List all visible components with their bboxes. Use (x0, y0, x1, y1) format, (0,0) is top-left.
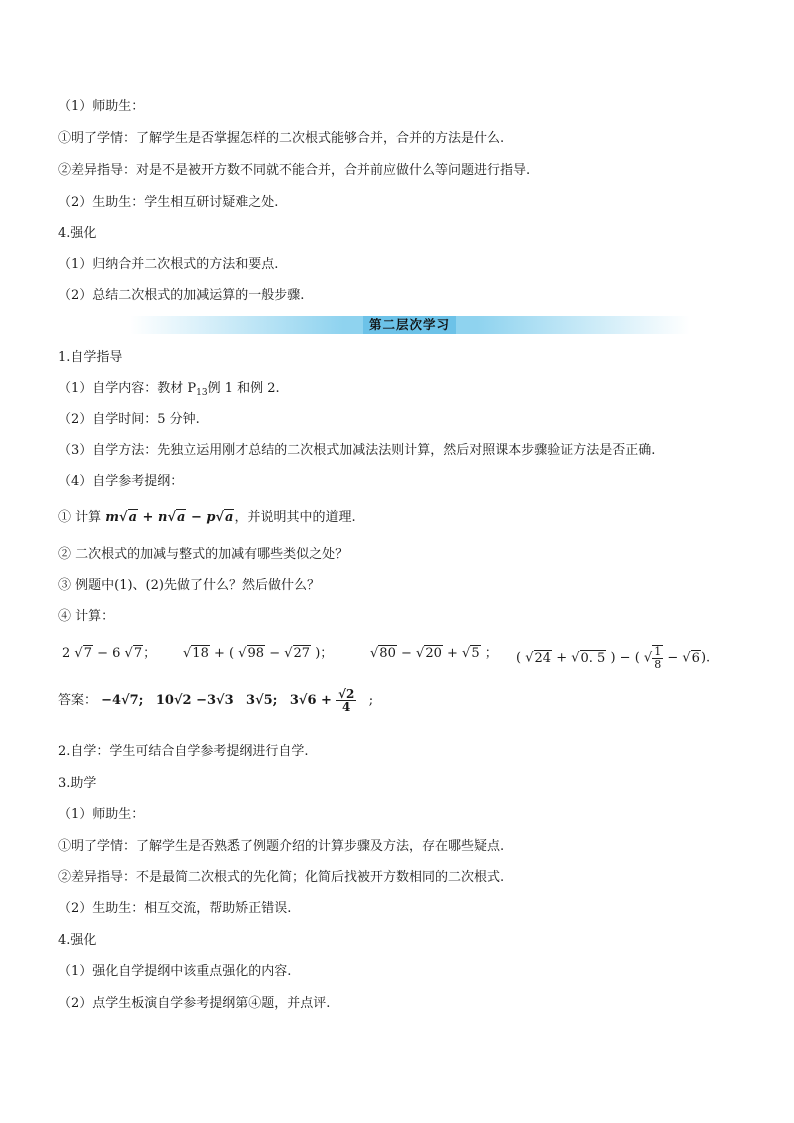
exercise-4: ( √24 + √0. 5 ) − ( √ $\frac{1}{8}$ − √6). (516, 645, 711, 671)
text-fragment: ① 计算 (58, 510, 102, 525)
text-line: ②差异指导：对是不是被开方数不同就不能合并，合并前应做什么等问题进行指导. (58, 163, 531, 178)
text-line: ①明了学情：了解学生是否掌握怎样的二次根式能够合并，合并的方法是什么. (58, 131, 505, 146)
text-fragment: 例 1 和例 2. (207, 381, 280, 396)
answer-4: 3√6 + (289, 693, 332, 708)
exercise-3: √80 − √20 + √5 ； (370, 646, 498, 661)
text-fragment: ，并说明其中的道理. (234, 510, 356, 525)
exercise-1: 2 √7 − 6 √7； (62, 646, 157, 661)
section-banner (130, 316, 690, 334)
text-line: ③ 例题中(1)、(2)先做了什么？然后做什么？ (58, 578, 320, 593)
exercise-2: √18 + ( √98 − √27 )； (183, 646, 334, 661)
text-line: ②差异指导：不是最简二次根式的先化简；化简后找被开方数相同的二次根式. (58, 870, 505, 885)
answer-3: 3√5; (246, 693, 278, 708)
answer-fraction: $\frac{√2}{4}$ (338, 687, 355, 714)
section-heading: 4.强化 (58, 226, 97, 241)
text-line: （2）生助生：学生相互研讨疑难之处. (58, 195, 279, 210)
answer-label: 答案： (58, 693, 98, 708)
text-line: （1）师助生： (58, 807, 145, 822)
formula: m√a + n√a − p√a (105, 510, 234, 525)
text-line: （1）师助生： (58, 99, 145, 114)
fraction: $\frac{1}{8}$ (654, 645, 662, 671)
text-line: （2）自学时间：5 分钟. (58, 412, 200, 427)
section-heading: 4.强化 (58, 933, 97, 948)
text-line: （3）自学方法：先独立运用刚才总结的二次根式加减法法则计算，然后对照课本步骤验证方法是否正确. (58, 443, 656, 458)
text-line: ② 二次根式的加减与整式的加减有哪些类似之处？ (58, 547, 349, 562)
text-line: （4）自学参考提纲： (58, 474, 184, 489)
answer-2: 10√2 −3√3 (155, 693, 234, 708)
text-line: （2）生助生：相互交流，帮助矫正错误. (58, 901, 292, 916)
section-banner-label: 第二层次学习 (363, 316, 456, 334)
text-line: 2.自学：学生可结合自学参考提纲进行自学. (58, 744, 309, 759)
text-line: （1）强化自学提纲中该重点强化的内容. (58, 964, 292, 979)
text-line (58, 380, 280, 402)
section-heading: 3.助学 (58, 776, 97, 791)
text-line: ①明了学情：了解学生是否熟悉了例题介绍的计算步骤及方法，存在哪些疑点. (58, 839, 505, 854)
text-fragment: （1）自学内容：教材 P (58, 381, 197, 396)
text-line (58, 509, 356, 527)
section-heading: 1.自学指导 (58, 350, 123, 365)
text-line: ④ 计算： (58, 609, 115, 624)
answer-1: −4√7; (101, 693, 144, 708)
text-line: （1）归纳合并二次根式的方法和要点. (58, 257, 279, 272)
text-line: （2）总结二次根式的加减运算的一般步骤. (58, 288, 305, 303)
answer-line: 答案： −4√7; 10√2 −3√3 3√5; 3√6 + $\frac{√2}{4}$ ; (58, 687, 374, 714)
text-line: （2）点学生板演自学参考提纲第④题，并点评. (58, 996, 331, 1011)
subscript: 13 (196, 388, 208, 398)
